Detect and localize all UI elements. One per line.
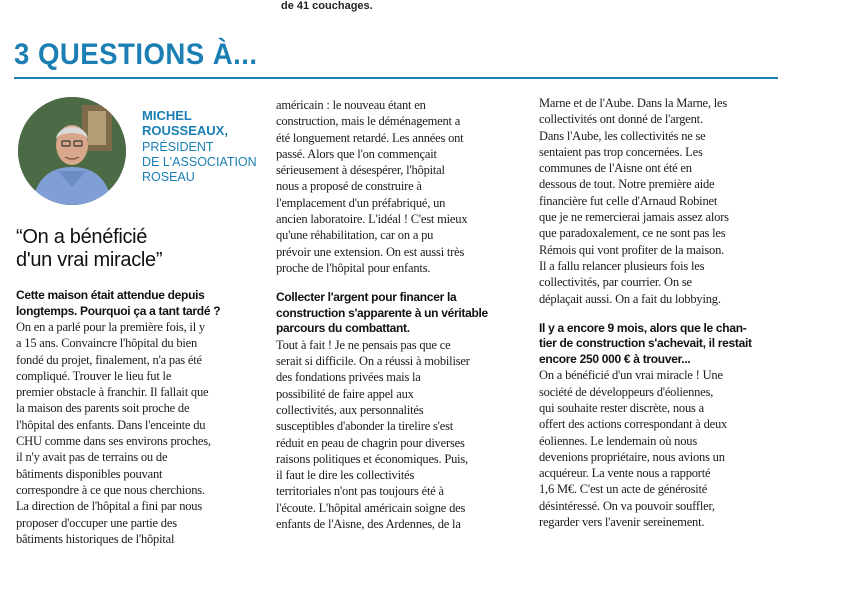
section-title: 3 QUESTIONS À... <box>14 38 258 71</box>
previous-article-fragment: de 41 couchages. <box>281 0 373 12</box>
title-rule <box>14 77 778 79</box>
article-column-2 <box>276 97 516 532</box>
question-2: Collecter l'argent pour financer la construction s'apparente à un véritable parcours du combattant. <box>276 290 488 336</box>
article-column-3 <box>539 95 779 530</box>
interviewee-role: PRÉSIDENT DE L'ASSOCIATION ROSEAU <box>142 140 257 184</box>
portrait-illustration <box>18 97 126 205</box>
answer-2-continued: Marne et de l'Aube. Dans la Marne, les collectivités ont donné de l'argent. Dans l'Aube, les collectivités ne se sentaient pas trop concernées. Les communes de l'Aisne ont été en dessous de tout. Notre première aide financière fut celle d'Arnaud Robinet que je ne remercierai jamais assez alors que paradoxalement, ce ne sont pas les Rémois qui vont profiter de la maison. Il a fallu relancer plusieurs fois les collectivités, par courrier. On se déplaçait aussi. On a fait du lobbying. <box>539 96 729 306</box>
answer-1-continued: américain : le nouveau étant en construction, mais le déménagement a été longuement retardé. Les années ont passé. Alors que l'on commençait sérieusement à désespérer, l'hôpital nous a proposé de construire à l'emplacement d'un préfabriqué, un ancien laboratoire. L'idéal ! C'est mieux qu'une réhabilitation, car on a pu prévoir une extension. On est aussi très proche de l'hôpital pour enfants. <box>276 98 468 275</box>
article-column-1 <box>16 288 256 547</box>
answer-1: On en a parlé pour la première fois, il y a 15 ans. Convaincre l'hôpital du bien fondé du projet, finalement, n'a pas été compliqué. Trouver le lieu fut le premier obstacle à franchir. Il fallait que la maison des parents soit proche de l'hôpital des enfants. Dans l'enceinte du CHU comme dans ses environs proches, il n'y avait pas de terrains ou de bâtiments disponibles pouvant correspondre à ce que nous cherchions. La direction de l'hôpital a fini par nous proposer d'occuper une partie des bâtiments historiques de l'hôpital <box>16 320 211 546</box>
question-3: Il y a encore 9 mois, alors que le chan- tier de construction s'achevait, il restait encore 250 000 € à trouver... <box>539 320 752 366</box>
question-1: Cette maison était attendue depuis longtemps. Pourquoi ça a tant tardé ? <box>16 288 221 318</box>
answer-3: On a bénéficié d'un vrai miracle ! Une société de développeurs d'éoliennes, qui souhaite rester discrète, nous a offert des actions correspondant à deux éoliennes. Le lendemain où nous devenions propriétaire, nous avions un acquéreur. La vente nous a rapporté 1,6 M€. C'est un acte de générosité désintéressé. On va pouvoir souffler, regarder vers l'avenir sereinement. <box>539 368 728 530</box>
interviewee-name: MICHEL ROUSSEAUX, <box>142 108 228 138</box>
answer-2: Tout à fait ! Je ne pensais pas que ce serait si difficile. On a réussi à mobiliser des fondations privées mais la possibilité de faire appel aux collectivités, aux personnalités susceptibles d'abonder la tirelire s'est réduit en peau de chagrin pour diverses raisons politiques et économiques. Puis, il faut le dire les collectivités territoriales n'ont pas toujours été à l'écoute. L'hôpital américain soigne des enfants de l'Aisne, des Ardennes, de la <box>276 337 470 532</box>
pull-quote: “On a bénéficié d'un vrai miracle” <box>16 226 163 271</box>
interviewee-photo <box>18 97 126 205</box>
